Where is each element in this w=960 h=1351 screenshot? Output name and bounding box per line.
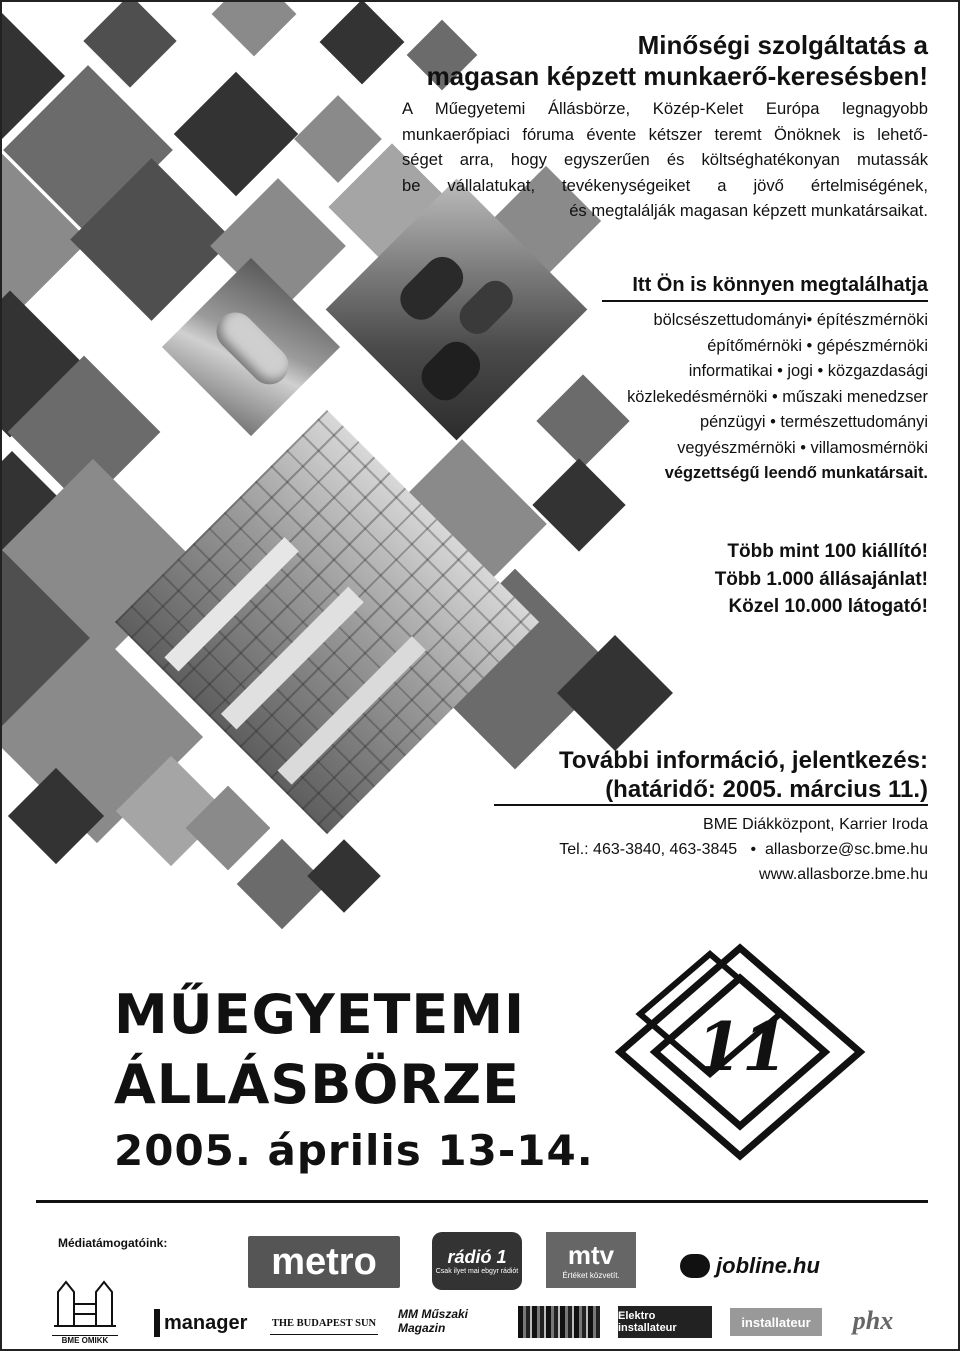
diamond [174, 72, 298, 196]
emblem-number: 11 [696, 1008, 788, 1086]
logo-jobline[interactable] [670, 1248, 830, 1284]
bullet: • [741, 841, 761, 858]
info-divider [494, 804, 928, 806]
field-line: közlekedésmérnöki • műszaki menedzser [627, 387, 928, 406]
intro-headline [382, 30, 928, 92]
email-link[interactable]: allasborze@sc.bme.hu [765, 841, 928, 858]
logo-radio1-text: rádió 1 [447, 1247, 507, 1267]
logo-budapest-sun-text: THE BUDAPEST SUN [271, 1317, 377, 1329]
stat-jobs: Több 1.000 állásajánlat! [714, 568, 928, 590]
intro-line: és megtalálják magasan képzett munkatársaikat. [569, 201, 928, 220]
event-title-2: ÁLLÁSBÖRZE [114, 1053, 520, 1116]
info-heading-1: További információ, jelentkezés: [559, 747, 928, 774]
logo-radio1-tagline: Csak ilyet mai ebgyr rádiót [435, 1268, 519, 1275]
logo-jobline-text: jobline.hu [716, 1253, 820, 1278]
logo-phx-text: phx [852, 1306, 894, 1335]
diamond [307, 839, 381, 913]
stats [642, 538, 928, 621]
event-date: 2005. április 13-14. [114, 1126, 594, 1175]
intro-line: be vállalatukat, tevékenységeiket a jövő értelmiségének, [402, 175, 928, 195]
intro-line: séget arra, hogy egyszerűen és költséghatékonyan mutassák [402, 150, 928, 169]
smiley-icon [680, 1254, 710, 1278]
logo-elektro-installateur-text: Elektro installateur [618, 1310, 677, 1334]
logo-bme-omikk-text: BME OMIKK [52, 1335, 118, 1345]
logo-elektro-installateur[interactable] [618, 1306, 712, 1338]
office: BME Diákközpont, Karrier Iroda [703, 816, 928, 833]
logo-installateur-text: installateur [741, 1314, 811, 1330]
fields-closing: végzettségű leendő munkatársait. [664, 464, 928, 482]
contact-block [442, 812, 928, 887]
fields-list [562, 308, 928, 487]
field-line: építőmérnöki • gépészmérnöki [707, 336, 928, 355]
info-heading [482, 746, 928, 804]
intro-line: A Műegyetemi Állásbörze, Közép-Kelet Európa legnagyobb [402, 99, 928, 118]
logo-radio1[interactable] [432, 1232, 522, 1290]
logo-manager[interactable] [154, 1306, 250, 1340]
phone: Tel.: 463-3840, 463-3845 [559, 841, 738, 858]
bme-building-icon [52, 1274, 118, 1330]
field-line: informatikai • jogi • közgazdasági [688, 362, 928, 380]
event-emblem [610, 942, 870, 1162]
logo-installateur[interactable] [730, 1308, 822, 1336]
field-line: bölcsészettudományi• építészmérnöki [653, 311, 928, 329]
footer-divider [36, 1200, 928, 1203]
diamond [237, 839, 328, 930]
info-heading-2: (határidő: 2005. március 11.) [605, 776, 928, 803]
logo-metro-text: metro [271, 1240, 377, 1283]
fields-heading: Itt Ön is könnyen megtalálhatja [602, 274, 928, 302]
logo-metro[interactable] [248, 1236, 400, 1288]
event-title-1: MŰEGYETEMI [114, 983, 526, 1046]
manager-bar [154, 1309, 160, 1337]
logo-muszaki-magazin-text: MM Műszaki Magazin [398, 1307, 469, 1335]
handshake-photo [162, 258, 340, 436]
diamond [212, 0, 297, 56]
logo-budapest-sun[interactable] [270, 1312, 378, 1335]
logo-bme-omikk[interactable] [52, 1274, 118, 1348]
stat-visitors: Közel 10.000 látogató! [728, 596, 928, 617]
logo-mtv[interactable] [546, 1232, 636, 1288]
logo-mtv-tagline: Értéket közvetít. [562, 1271, 620, 1280]
headline-line-2: magasan képzett munkaerő-keresésben! [426, 61, 928, 91]
web-link[interactable]: www.allasborze.bme.hu [759, 866, 928, 883]
fields-heading-wrap [602, 274, 928, 302]
logo-barcode-graphic [518, 1306, 600, 1338]
logo-mtv-text: mtv [567, 1240, 615, 1270]
field-line: pénzügyi • természettudományi [699, 413, 928, 431]
intro-paragraph [402, 96, 928, 224]
logo-muszaki-magazin[interactable] [398, 1306, 500, 1336]
sponsors-label: Médiatámogatóink: [58, 1236, 168, 1250]
field-line: vegyészmérnöki • villamosmérnöki [677, 438, 928, 457]
logo-manager-text: manager [164, 1311, 248, 1334]
stat-exhibitors: Több mint 100 kiállító! [727, 541, 928, 562]
headline-line-1: Minőségi szolgáltatás a [637, 30, 928, 60]
logo-phx[interactable] [838, 1302, 908, 1340]
contact-line [442, 837, 928, 862]
intro-line: munkaerőpiaci fóruma évente kétszer teremt Önöknek is lehető- [402, 124, 928, 144]
